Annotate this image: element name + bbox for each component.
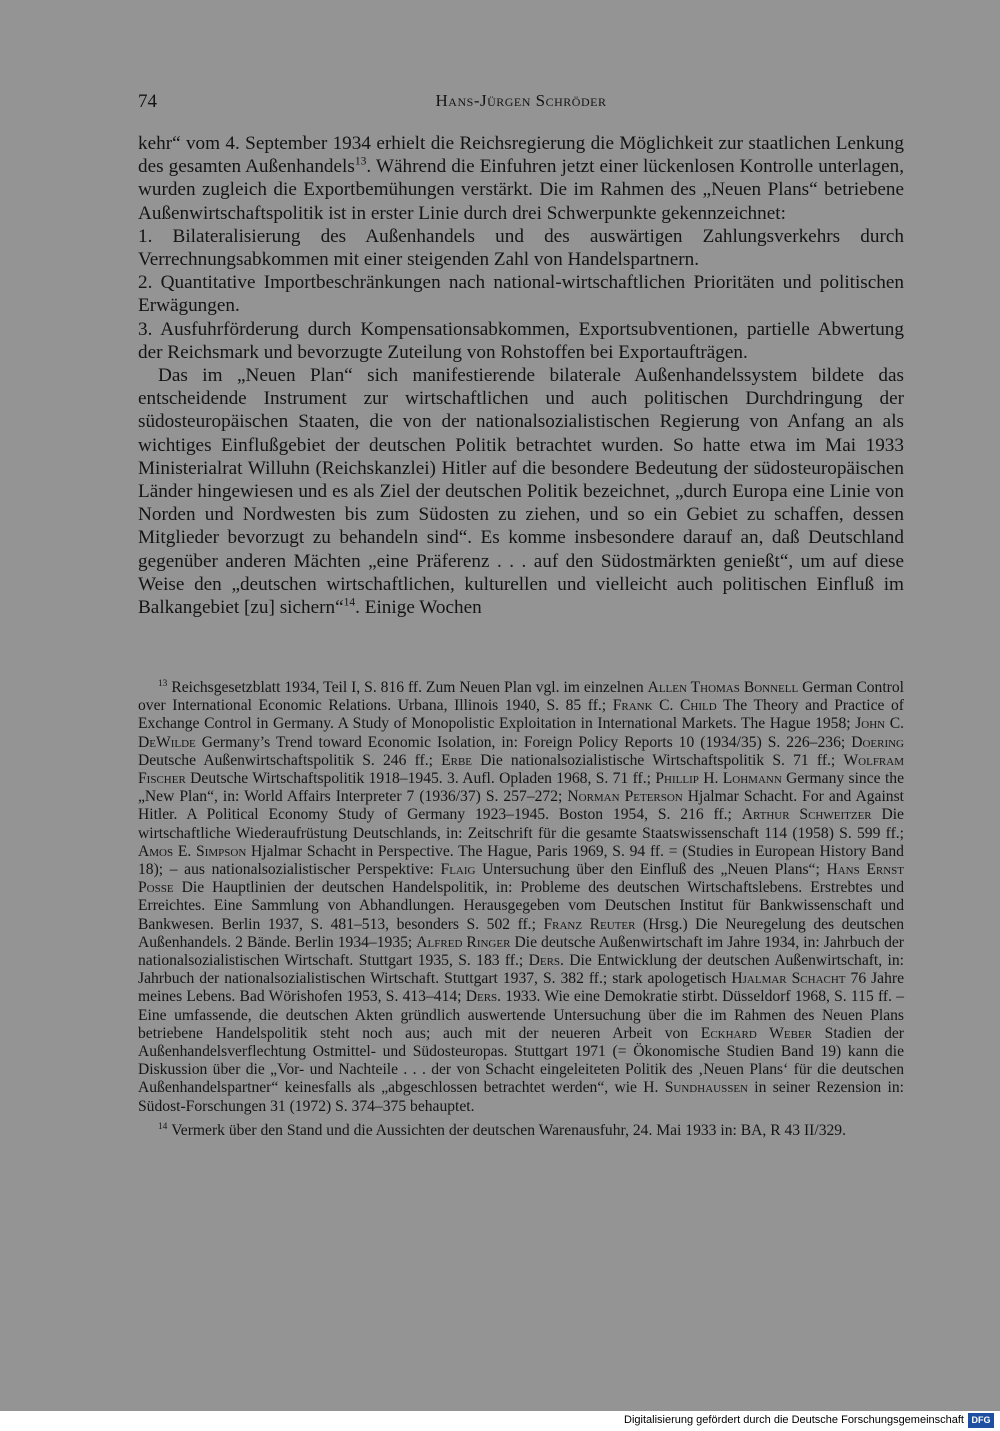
author-name: Hans Ernst Posse	[138, 861, 904, 897]
funding-credit: Digitalisierung gefördert durch die Deutsche Forschungsgemeinschaft	[624, 1414, 964, 1426]
footnote-14	[138, 1122, 904, 1140]
footnote-text: The Theory and Practice of Exchange Control in Germany. A Study of Monopolistic Exploitation in International Markets. The Hague 1958;	[138, 697, 904, 733]
paragraph	[138, 364, 904, 619]
page-number: 74	[138, 91, 157, 112]
footnote-number: 13	[158, 678, 168, 689]
author-name: Flaig	[440, 861, 476, 879]
author-name: Franz Reuter	[543, 915, 636, 933]
footnote-text: Deutsche Wirtschaftspolitik 1918–1945. 3. Aufl. Opladen 1968, S. 71 ff.;	[185, 770, 656, 788]
footnotes	[138, 679, 904, 1140]
author-name: Phillip H. Lohmann	[655, 770, 782, 788]
footnote-text: Die nationalsozialistische Wirtschaftspolitik S. 71 ff.;	[472, 751, 844, 769]
paragraph-text: . Während die Einfuhren jetzt einer lückenlosen Kontrolle unterlagen, wurden zugleich die Exportbemühungen verstärkt. Die im Rahmen des „Neuen Plans“ betriebene Außenwirtschaftspolitik ist in erster Linie durch drei Schwerpunkte gekennzeichnet:	[138, 156, 904, 224]
footnote-text: 1933. Wie eine Demokratie stirbt. Düsseldorf 1968, S. 115 ff. – Eine umfassende, die deutschen Akten gründlich auswertende Untersuchung über die im Rahmen des Neuen Plans betriebene Handelspolitik steht noch aus; auch mit der neueren Arbeit von	[138, 988, 904, 1042]
footnote-text: German Control over International Economic Relations. Urbana, Illinois 1940, S. 85 ff.;	[138, 679, 904, 715]
footnote-reference: 13	[354, 155, 367, 168]
footnote-text: Deutsche Außenwirtschaftspolitik S. 246 ff.;	[138, 751, 442, 769]
footnote-text: Die deutsche Außenwirtschaft im Jahre 1934, in: Jahrbuch der nationalsozialistischen Wirtschaft. Stuttgart 1935, S. 183 ff.;	[138, 933, 904, 970]
author-name: Arthur Schweitzer	[741, 806, 872, 824]
paragraph-text: kehr“ vom 4. September 1934 erhielt die Reichsregierung die Möglichkeit zur staatlichen Lenkung des gesamten Außenhandels	[138, 133, 904, 178]
author-name: Hjalmar Schacht	[731, 970, 846, 988]
list-item: 1. Bilateralisierung des Außenhandels und des auswärtigen Zahlungsverkehrs durch Verrechnungsabkommen mit einer steigenden Zahl von Handelspartnern.	[138, 225, 904, 271]
footnote-text: Germany’s Trend toward Economic Isolation, in: Foreign Policy Reports 10 (1934/35) S. 226–236;	[195, 733, 852, 751]
author-name: Amos E. Simpson	[138, 842, 247, 860]
page-header	[138, 91, 904, 115]
footnote-reference: 14	[343, 596, 356, 609]
author-name: Ders.	[528, 952, 564, 970]
paragraph-text: Das im „Neuen Plan“ sich manifestierende bilaterale Außenhandelssystem bildete das entscheidende Instrument zur wirtschaftlichen und auch politischen Durchdringung der südosteuropäischen Staaten, die von der nationalsozialistischen Regierung von Anfang an als wichtiges Einflußgebiet der deutschen Politik betrachtet wurden. So hatte etwa im Mai 1933 Ministerialrat Willuhn (Reichskanzlei) Hitler auf die besondere Bedeutung der südosteuropäischen Länder hingewiesen und es als Ziel der deutschen Politik bezeichnet, „durch Europa eine Linie von Norden und Nordwesten bis zum Südosten zu ziehen, und so ein Gebiet zu schaffen, dessen Mitglieder bevorzugt zu behandeln sind“. Es komme insbesondere darauf an, daß Deutschland gegenüber anderen Mächten „eine Präferenz . . . auf den Südostmärkten genießt“, um auf diese Weise den „deutschen wirtschaftlichen, kulturellen und vielleicht auch politischen Einfluß im Balkangebiet [zu] sichern“	[138, 365, 904, 619]
footnote-text: Hjalmar Schacht in Perspective. The Hague, Paris 1969, S. 94 ff. = (Studies in European History Band 18); – aus nationalsozialistischer Perspektive:	[138, 842, 904, 879]
footnote-text: Reichsgesetzblatt 1934, Teil I, S. 816 ff. Zum Neuen Plan vgl. im einzelnen	[171, 679, 648, 696]
footnote-text: Hjalmar Schacht. For and Against Hitler. A Political Economy Study of Germany 1923–1945. Boston 1954, S. 216 ff.;	[138, 788, 904, 824]
footnote-text: in seiner Rezension in: Südost-Forschungen 31 (1972) S. 374–375 behauptet.	[138, 1079, 904, 1115]
footnote-text: Die Hauptlinien der deutschen Handelspolitik, in: Probleme des deutschen Wirtschaftslebens. Erstrebtes und Erreichtes. Eine Sammlung von Abhandlungen. Herausgegeben vom Deutschen Institut für Bankwissenschaft und Bankwesen. Berlin 1937, S. 481–513, besonders S. 502 ff.;	[138, 879, 904, 933]
footnote-text: Die Entwicklung der deutschen Außenwirtschaft, in: Jahrbuch der nationalsozialistischen Wirtschaft. Stuttgart 1937, S. 382 ff.; stark apologetisch	[138, 952, 904, 988]
running-head: Hans-Jürgen Schröder	[435, 91, 607, 110]
author-name: Wolfram Fischer	[138, 751, 904, 788]
dfg-logo-icon: DFG	[968, 1413, 994, 1428]
author-name: John C. DeWilde	[138, 715, 904, 751]
author-name: Sundhaussen	[664, 1079, 748, 1097]
author-name: Ders.	[465, 988, 502, 1006]
list-item: 2. Quantitative Importbeschränkungen nach national-wirtschaftlichen Prioritäten und politischen Erwägungen.	[138, 272, 904, 317]
author-name: Erbe	[441, 751, 473, 769]
footnote-text: Germany since the „New Plan“, in: World Affairs Interpreter 7 (1936/37) S. 257–272;	[138, 770, 904, 806]
footnote-text: Stadien der Außenhandelsverflechtung Ostmittel- und Südosteuropas. Stuttgart 1971 (= Ökonomische Studien Band 19) kann die Diskussion über die „Vor- und Nachteile . . . der von Schacht eingeleiteten Politik des ‚Neuen Plans‘ für die deutschen Außenhandelspartner“ keinesfalls als „abgeschlossen betrachtet werden“, wie H.	[138, 1024, 904, 1097]
digitization-footer	[0, 1411, 1000, 1431]
footnote-text: Vermerk über den Stand und die Aussichten der deutschen Warenausfuhr, 24. Mai 1933 in: BA, R 43 II/329.	[171, 1121, 846, 1139]
footnote-text: 76 Jahre meines Lebens. Bad Wörishofen 1953, S. 413–414;	[138, 970, 905, 1006]
author-name: Norman Peterson	[567, 788, 683, 806]
footnote-text: Die wirtschaftliche Wiederaufrüstung Deutschlands, in: Zeitschrift für die gesamte Staatswissenschaft 114 (1958) S. 599 ff.;	[138, 806, 904, 842]
footnote-13	[138, 679, 904, 1116]
author-name: Allen Thomas Bonnell	[647, 679, 799, 696]
author-name: Doering	[851, 733, 904, 751]
main-text	[138, 132, 904, 619]
footnote-text: Untersuchung über den Einfluß des „Neuen Plans“;	[475, 861, 827, 879]
paragraph	[138, 132, 904, 225]
paragraph-text: . Einige Wochen	[355, 597, 482, 619]
footnote-text: (Hrsg.) Die Neuregelung des deutschen Außenhandels. 2 Bände. Berlin 1934–1935;	[138, 915, 905, 951]
author-name: Eckhard Weber	[700, 1024, 812, 1042]
author-name: Alfred Ringer	[416, 933, 511, 951]
footnote-number: 14	[158, 1121, 168, 1132]
list-item: 3. Ausfuhrförderung durch Kompensationsabkommen, Exportsubventionen, partielle Abwertung der Reichsmark und bevorzugte Zuteilung von Rohstoffen bei Exportaufträgen.	[138, 318, 904, 363]
author-name: Frank C. Child	[612, 697, 717, 715]
